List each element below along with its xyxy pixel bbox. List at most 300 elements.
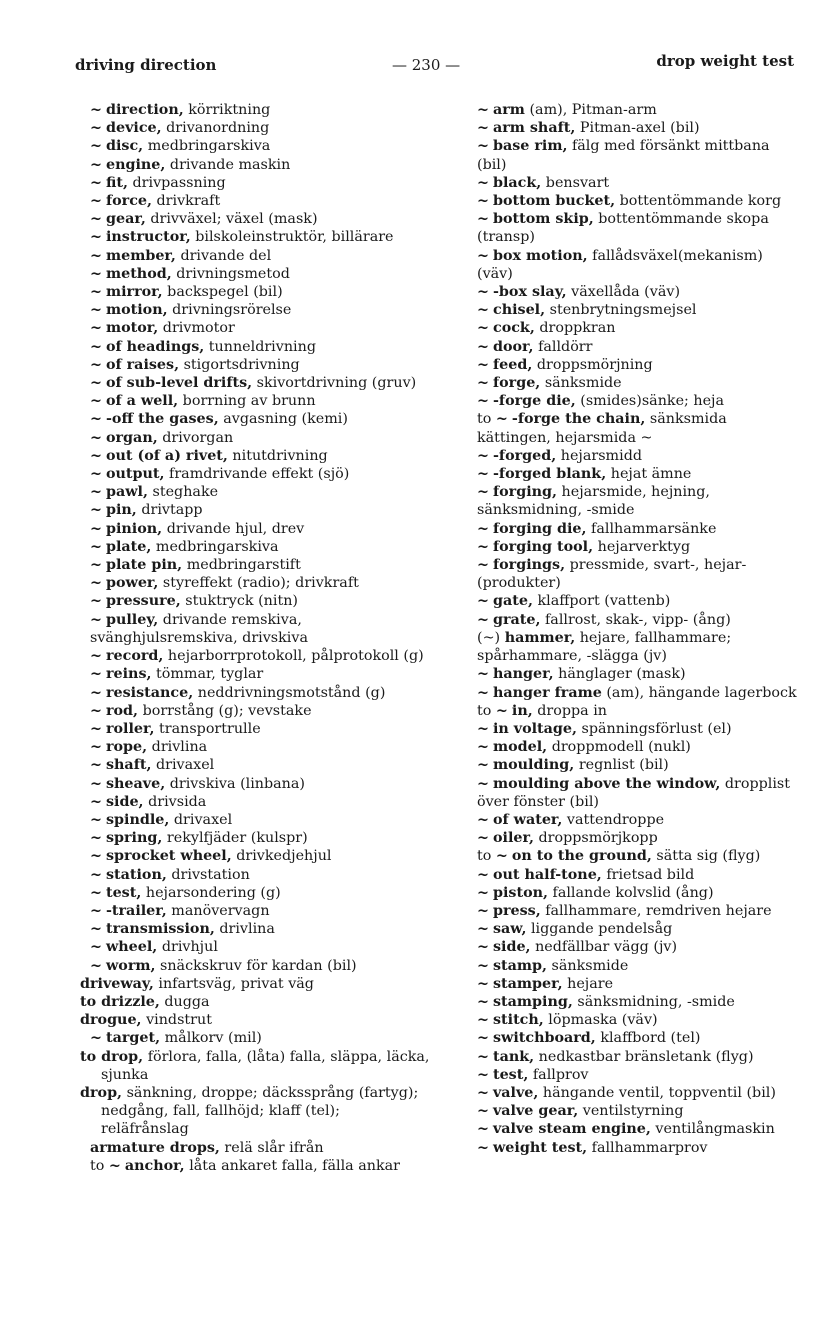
entry-term: member, (105, 247, 176, 264)
entry-translation: drivstation (166, 866, 250, 883)
entry-translation: drivanordning (161, 120, 270, 137)
subentry (80, 574, 432, 592)
entry-translation: hejarborrprotokoll, pålprotokoll (g) (163, 648, 424, 665)
tilde-mark: ~ (90, 775, 102, 792)
entry-translation: bottentömmande skopa (transp) (477, 211, 769, 246)
entry-translation: borrstång (g); vevstake (138, 702, 312, 719)
entry-term: valve, (492, 1084, 539, 1101)
entry-translation: falldörr (533, 338, 593, 355)
entry-translation: hejarsondering (g) (141, 884, 281, 901)
subentry (467, 884, 802, 902)
left-column (80, 101, 432, 1175)
entry-term: model, (492, 739, 548, 756)
entry-term: sheave, (105, 775, 166, 792)
entry-term: organ, (105, 429, 158, 446)
entry-term: device, (105, 120, 162, 137)
subentry (467, 829, 802, 847)
subentry (467, 702, 802, 720)
subentry (80, 592, 432, 610)
subentry (467, 1048, 802, 1066)
subentry (467, 957, 802, 975)
subentry (80, 247, 432, 265)
entry-term: -forged, (492, 447, 557, 464)
tilde-mark: ~ (477, 284, 489, 301)
entry-translation: skivortdrivning (gruv) (252, 375, 417, 392)
entry-translation: drivväxel; växel (mask) (145, 211, 318, 228)
entry-term: record, (105, 648, 164, 665)
subentry (467, 1102, 802, 1120)
entry-term: in, (511, 702, 533, 719)
subentry (80, 1157, 432, 1175)
subentry (80, 338, 432, 356)
tilde-mark: ~ (90, 720, 102, 737)
headword-entry (80, 1048, 432, 1084)
entry-translation: transportrulle (154, 720, 261, 737)
entry-term: rope, (105, 739, 148, 756)
subentry (80, 538, 432, 556)
entry-term: -trailer, (105, 902, 167, 919)
entry-translation: droppmodell (nukl) (547, 739, 691, 756)
entry-term: hanger, (492, 666, 554, 683)
tilde-mark: ~ (495, 848, 508, 865)
tilde-mark: ~ (90, 229, 102, 246)
entry-term: worm, (105, 957, 156, 974)
tilde-mark: ~ (90, 193, 102, 210)
entry-translation: neddrivningsmotstånd (g) (193, 684, 386, 701)
tilde-mark: ~ (477, 375, 489, 392)
subentry (80, 738, 432, 756)
tilde-mark: ~ (90, 247, 102, 264)
entry-translation: styreffekt (radio); drivkraft (158, 575, 359, 592)
subentry (467, 301, 802, 319)
entry-term: gate, (492, 593, 533, 610)
tilde-mark: ~ (90, 484, 102, 501)
entry-translation: drivande remskiva, svänghjulsremskiva, drivskiva (90, 611, 308, 646)
entry-term: stamp, (492, 957, 548, 974)
entry-translation: stenbrytningsmejsel (545, 302, 697, 319)
entry-term: valve gear, (492, 1103, 579, 1120)
entry-term: forgings, (492, 557, 566, 574)
tilde-mark: ~ (90, 320, 102, 337)
entry-translation: nedfällbar vägg (jv) (530, 939, 678, 956)
entry-translation: tömmar, tyglar (151, 666, 264, 683)
entry-translation: drivande hjul, drev (162, 520, 305, 537)
entry-term: switchboard, (492, 1030, 596, 1047)
subentry (467, 1120, 802, 1138)
tilde-mark: ~ (90, 666, 102, 683)
subentry (467, 811, 802, 829)
tilde-mark: ~ (477, 666, 489, 683)
subentry (80, 374, 432, 392)
entry-term: saw, (492, 921, 527, 938)
entry-translation: nitutdrivning (227, 447, 328, 464)
entry-term: roller, (105, 720, 155, 737)
entry-translation: snäckskruv för kardan (bil) (155, 957, 357, 974)
subentry (80, 483, 432, 501)
tilde-mark: ~ (90, 611, 102, 628)
entry-translation: drivtapp (136, 502, 203, 519)
entry-term: of headings, (105, 338, 205, 355)
headword-entry (80, 1084, 432, 1139)
subentry (467, 684, 802, 702)
subentry (80, 811, 432, 829)
tilde-mark: ~ (477, 1030, 489, 1047)
tilde-mark: ~ (90, 648, 102, 665)
entry-term: in voltage, (492, 720, 577, 737)
tilde-mark: ~ (477, 302, 489, 319)
entry-translation: drivlina (147, 739, 208, 756)
subentry (80, 847, 432, 865)
tilde-mark: ~ (477, 211, 489, 228)
tilde-mark: ~ (90, 811, 102, 828)
entry-term: of water, (492, 811, 563, 828)
subentry (467, 866, 802, 884)
tilde-mark: ~ (477, 1048, 489, 1065)
entry-translation: hejare, fallhammare; spårhammare, -slägga (jv) (477, 629, 732, 665)
entry-term: base rim, (492, 138, 568, 155)
entry-translation: (smides)sänke; heja (575, 393, 725, 410)
entry-term: resistance, (105, 684, 194, 701)
entry-translation: vindstrut (141, 1012, 212, 1029)
entry-term: arm shaft, (492, 120, 576, 137)
entry-term: test, (492, 1066, 529, 1083)
tilde-mark: ~ (90, 939, 102, 956)
entry-term: output, (105, 466, 165, 483)
tilde-mark: ~ (90, 538, 102, 555)
tilde-mark: ~ (90, 302, 102, 319)
subentry (80, 647, 432, 665)
entry-translation: målkorv (mil) (160, 1030, 262, 1047)
entry-translation: bensvart (541, 174, 610, 191)
entry-term: feed, (492, 356, 533, 373)
subentry (80, 866, 432, 884)
entry-translation: drivpassning (127, 174, 226, 191)
entry-translation: medbringarskiva (151, 538, 279, 555)
subentry (467, 520, 802, 538)
subentry (80, 137, 432, 155)
tilde-mark: ~ (90, 502, 102, 519)
entry-term: station, (105, 866, 167, 883)
entry-translation: spänningsförlust (el) (577, 720, 732, 737)
entry-translation: klaffport (vattenb) (532, 593, 671, 610)
tilde-mark: ~ (477, 775, 489, 792)
tilde-mark: ~ (90, 793, 102, 810)
tilde-mark: ~ (495, 411, 508, 428)
entry-term: gear, (105, 211, 146, 228)
entry-translation: tunneldrivning (204, 338, 316, 355)
subentry (467, 192, 802, 210)
entry-term: wheel, (105, 939, 158, 956)
entry-translation: hejarverktyg (593, 538, 691, 555)
entry-translation: fallådsväxel(mekanism) (väv) (477, 247, 763, 282)
entry-translation: backspegel (bil) (162, 284, 283, 301)
subentry (467, 338, 802, 356)
entry-term: pressure, (105, 593, 181, 610)
entry-prefix: to (477, 848, 492, 865)
subentry (80, 301, 432, 319)
entry-prefix: to (477, 702, 492, 719)
subentry (80, 447, 432, 465)
entry-translation: drivande maskin (165, 156, 291, 173)
tilde-mark: ~ (477, 1121, 489, 1138)
subentry (80, 920, 432, 938)
entry-term: motor, (105, 320, 159, 337)
subentry (467, 611, 802, 629)
subentry (80, 684, 432, 702)
tilde-mark: ~ (477, 811, 489, 828)
tilde-mark: ~ (477, 393, 489, 410)
entry-translation: bilskoleinstruktör, billärare (190, 229, 394, 246)
entry-term: door, (492, 338, 534, 355)
entry-term: forging tool, (492, 538, 594, 555)
entry-translation: drivskiva (linbana) (165, 775, 305, 792)
subentry (80, 429, 432, 447)
entry-term: motion, (105, 302, 168, 319)
tilde-mark: ~ (90, 884, 102, 901)
entry-term: spindle, (105, 811, 170, 828)
subentry (80, 1029, 432, 1047)
subentry (80, 775, 432, 793)
subentry (467, 465, 802, 483)
entry-term: forge, (492, 375, 541, 392)
entry-term: hanger frame (492, 684, 602, 701)
page-number: — 230 — (392, 56, 461, 74)
entry-term: on to the ground, (511, 848, 652, 865)
entry-term: out half-tone, (492, 866, 602, 883)
subentry (467, 847, 802, 865)
subentry (80, 465, 432, 483)
entry-term: bottom bucket, (492, 193, 616, 210)
entry-translation: löpmaska (väv) (543, 1012, 658, 1029)
entry-term: side, (105, 793, 144, 810)
entry-translation: dugga (159, 993, 210, 1010)
tilde-mark: ~ (108, 1157, 121, 1174)
entry-translation: sänksmidning, -smide (572, 993, 735, 1010)
entry-term: pinion, (105, 520, 163, 537)
tilde-mark: ~ (90, 557, 102, 574)
entry-term: disc, (105, 138, 144, 155)
tilde-mark: ~ (477, 866, 489, 883)
entry-term: to drizzle, (80, 993, 160, 1010)
entry-term: sprocket wheel, (105, 848, 232, 865)
tilde-mark: ~ (477, 593, 489, 610)
entry-term: -forged blank, (492, 466, 607, 483)
tilde-mark: ~ (90, 957, 102, 974)
entry-translation: borrning av brunn (178, 393, 316, 410)
tilde-mark: ~ (477, 520, 489, 537)
tilde-mark: ~ (90, 265, 102, 282)
tilde-mark: ~ (477, 720, 489, 737)
subentry (80, 793, 432, 811)
entry-translation: drivaxel (169, 811, 233, 828)
entry-term: of a well, (105, 393, 179, 410)
subentry (80, 101, 432, 119)
entry-term: target, (105, 1030, 161, 1047)
tilde-mark: ~ (90, 211, 102, 228)
tilde-mark: ~ (90, 429, 102, 446)
entry-translation: droppa in (532, 702, 607, 719)
entry-term: arm (492, 102, 525, 118)
entry-translation: drivhjul (157, 939, 218, 956)
entry-term: armature drops, (90, 1139, 220, 1156)
tilde-mark: ~ (477, 1066, 489, 1083)
tilde-mark: ~ (477, 757, 489, 774)
subentry (467, 1066, 802, 1084)
tilde-mark: ~ (477, 356, 489, 373)
subentry (80, 756, 432, 774)
entry-prefix: to (477, 411, 492, 428)
entry-term: pin, (105, 502, 137, 519)
tilde-mark: ~ (90, 921, 102, 938)
tilde-mark: ~ (90, 356, 102, 373)
tilde-mark: ~ (477, 957, 489, 974)
subentry (467, 592, 802, 610)
subentry (467, 738, 802, 756)
entry-translation: steghake (147, 484, 219, 501)
entry-translation: regnlist (bil) (574, 757, 669, 774)
tilde-mark: ~ (477, 247, 489, 264)
entry-translation: droppsmörjkopp (533, 830, 658, 847)
tilde-mark: ~ (90, 393, 102, 410)
tilde-mark: ~ (90, 902, 102, 919)
entry-translation: manövervagn (166, 902, 270, 919)
entry-translation: drivaxel (151, 757, 215, 774)
subentry (467, 1029, 802, 1047)
right-column (467, 101, 802, 1157)
entry-term: moulding above the window, (492, 775, 721, 792)
tilde-mark: ~ (90, 1030, 102, 1047)
entry-translation: sänksmida kättingen, hejarsmida ~ (477, 411, 727, 446)
entry-translation: pressmide, svart-, hejar- (produkter) (477, 557, 747, 592)
entry-translation: drivkraft (151, 193, 221, 210)
entry-translation: droppkran (534, 320, 616, 337)
subentry (467, 665, 802, 683)
subentry (467, 920, 802, 938)
tilde-mark: ~ (90, 866, 102, 883)
tilde-mark: ~ (90, 375, 102, 392)
entry-translation: framdrivande effekt (sjö) (164, 466, 350, 483)
tilde-mark: ~ (90, 156, 102, 173)
tilde-mark: ~ (477, 138, 489, 155)
entry-translation: Pitman-axel (bil) (575, 120, 700, 137)
entry-term: plate pin, (105, 557, 183, 574)
entry-translation: sätta sig (flyg) (651, 848, 761, 865)
tilde-mark: ~ (90, 120, 102, 137)
tilde-mark: ~ (477, 975, 489, 992)
tilde-mark: ~ (90, 702, 102, 719)
entry-translation: stuktryck (nitn) (180, 593, 298, 610)
entry-translation: körriktning (183, 102, 271, 118)
subentry (80, 720, 432, 738)
subentry (80, 884, 432, 902)
subentry (467, 1084, 802, 1102)
entry-translation: dropplist över fönster (bil) (477, 775, 790, 810)
subentry (467, 902, 802, 920)
subentry (467, 629, 802, 665)
entry-term: rod, (105, 702, 139, 719)
entry-term: out (of a) rivet, (105, 447, 228, 464)
entry-translation: fallhammarsänke (586, 520, 717, 537)
subentry (80, 283, 432, 301)
entry-term: valve steam engine, (492, 1121, 651, 1138)
entry-term: -forge the chain, (511, 411, 646, 428)
subentry (467, 938, 802, 956)
entry-translation: hejarsmide, hejning, sänksmidning, -smide (477, 484, 710, 519)
entry-translation: frietsad bild (601, 866, 695, 883)
entry-translation: (am), hängande lagerbock (601, 684, 797, 701)
entry-prefix: (~) (477, 629, 501, 646)
subentry (467, 247, 802, 283)
tilde-mark: ~ (495, 702, 508, 719)
subentry (467, 119, 802, 137)
tilde-mark: ~ (477, 174, 489, 191)
subentry (80, 501, 432, 519)
tilde-mark: ~ (90, 138, 102, 155)
subentry (80, 611, 432, 647)
entry-translation: drivningsmetod (171, 265, 290, 282)
entry-term: fit, (105, 174, 128, 191)
subentry (467, 1139, 802, 1157)
entry-translation: infartsväg, privat väg (153, 975, 314, 992)
subentry (467, 993, 802, 1011)
entry-term: hammer, (504, 629, 576, 646)
entry-term: moulding, (492, 757, 575, 774)
entry-translation: drivande del (175, 247, 272, 264)
entry-translation: fallhammare, remdriven hejare (540, 902, 772, 919)
entry-term: press, (492, 902, 541, 919)
entry-term: cock, (492, 320, 535, 337)
entry-term: drogue, (80, 1012, 142, 1029)
entry-translation: fallhammarprov (587, 1139, 708, 1156)
tilde-mark: ~ (477, 1084, 489, 1101)
tilde-mark: ~ (477, 447, 489, 464)
subentry (467, 392, 802, 410)
tilde-mark: ~ (477, 611, 489, 628)
entry-term: -off the gases, (105, 411, 219, 428)
entry-translation: växellåda (väv) (566, 284, 681, 301)
entry-term: of raises, (105, 356, 180, 373)
entry-translation: relä slår ifrån (219, 1139, 324, 1156)
tilde-mark: ~ (477, 1139, 489, 1156)
subentry (80, 1139, 432, 1157)
subentry (467, 210, 802, 246)
running-head-right: drop weight test (656, 52, 794, 70)
tilde-mark: ~ (90, 593, 102, 610)
tilde-mark: ~ (477, 921, 489, 938)
entry-translation: medbringarstift (182, 557, 301, 574)
tilde-mark: ~ (477, 538, 489, 555)
subentry (80, 829, 432, 847)
tilde-mark: ~ (477, 902, 489, 919)
subentry (80, 556, 432, 574)
entry-translation: hänglager (mask) (553, 666, 686, 683)
subentry (467, 447, 802, 465)
tilde-mark: ~ (90, 757, 102, 774)
entry-translation: avgasning (kemi) (218, 411, 348, 428)
tilde-mark: ~ (90, 466, 102, 483)
entry-translation: ventilstyrning (578, 1103, 684, 1120)
tilde-mark: ~ (90, 575, 102, 592)
tilde-mark: ~ (477, 484, 489, 501)
entry-term: forging, (492, 484, 557, 501)
subentry (80, 665, 432, 683)
entry-term: -box slay, (492, 284, 567, 301)
tilde-mark: ~ (477, 1012, 489, 1029)
tilde-mark: ~ (477, 557, 489, 574)
entry-term: driveway, (80, 975, 154, 992)
entry-term: tank, (492, 1048, 535, 1065)
tilde-mark: ~ (477, 193, 489, 210)
